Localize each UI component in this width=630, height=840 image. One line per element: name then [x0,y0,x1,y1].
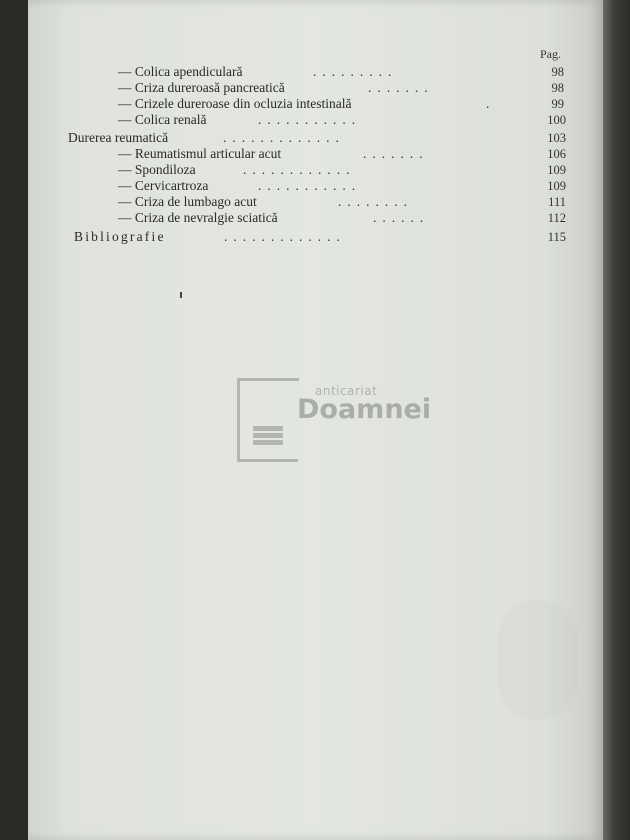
toc-entry [118,210,566,226]
toc-entry-page: 99 [551,97,564,111]
ink-speck [180,292,182,298]
toc-entry-page: 98 [551,81,564,95]
watermark-large-text: Doamnei [297,394,432,425]
leader-dots: ....... [363,146,429,161]
toc-entry-title: — Criza de lumbago acut [118,194,257,209]
book-stack-icon [253,426,283,448]
toc-entry-page: 109 [547,179,566,193]
toc-entry-page: 106 [547,147,566,161]
toc-entry-title: — Spondiloza [118,162,196,177]
toc-entry [118,112,566,128]
toc-entry [118,146,566,162]
leader-dots: . [486,96,496,111]
toc-entry [118,178,566,194]
leader-dots: ...... [373,210,430,225]
toc-entry-page: 115 [547,230,566,244]
book-page [28,0,603,840]
leader-dots: ............ [243,162,356,177]
toc-entry-title: Bibliografie [74,229,166,244]
toc-entry-title: — Cervicartroza [118,178,209,193]
toc-entry [118,96,566,112]
page-edge-shadow [603,0,630,840]
toc-entry [118,80,566,96]
watermark-logo [237,378,432,460]
leader-dots: ............. [223,130,345,145]
toc-entry-title: — Criza dureroasă pancreatică [118,80,285,95]
toc-entry-page: 100 [547,113,566,127]
leader-dots: ........... [258,178,362,193]
toc-entry-page: 103 [547,131,566,145]
toc-entry [118,64,566,80]
watermark-small-text: anticariat [315,384,378,398]
table-of-contents [28,0,603,260]
toc-entry-title: — Reumatismul articular acut [118,146,282,161]
toc-entry-title: Durerea reumatică [68,130,169,145]
leader-dots: ........... [258,112,362,127]
toc-entry-page: 112 [547,211,566,225]
page-column-label: Pag. [540,47,561,61]
toc-entry-page: 98 [551,65,564,79]
toc-entry-page: 109 [547,163,566,177]
leader-dots: ............. [224,229,346,244]
leader-dots: ........ [338,194,413,209]
toc-entry-title: — Colica renală [118,112,207,127]
toc-entry [118,194,566,210]
toc-entry-title: — Crizele dureroase din ocluzia intestinală [118,96,352,111]
toc-entry-title: — Colica apendiculară [118,64,243,79]
leader-dots: ......... [313,64,398,79]
toc-entry [118,162,566,178]
toc-entry [74,229,566,245]
toc-entry-title: — Criza de nevralgie sciatică [118,210,278,225]
paper-stain [498,600,578,720]
toc-entry [68,130,566,146]
toc-entry-page: 111 [548,195,566,209]
watermark-frame [237,378,298,462]
leader-dots: ....... [368,80,434,95]
